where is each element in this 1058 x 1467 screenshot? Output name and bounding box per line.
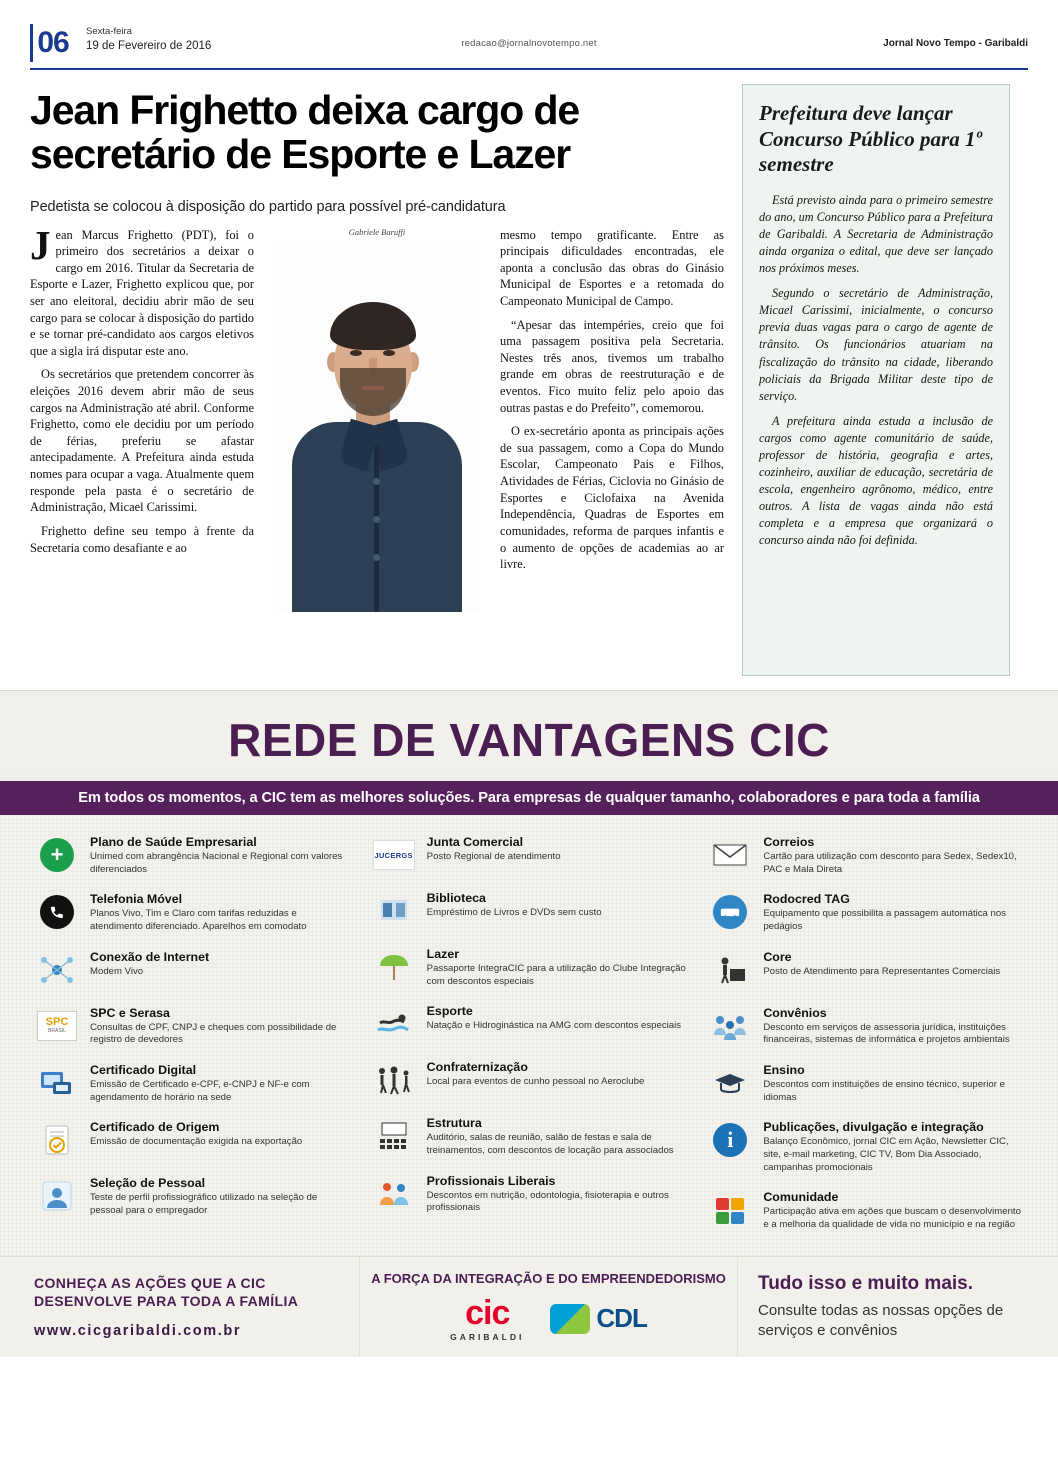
service-item: [34, 892, 351, 933]
service-desc: Cartão para utilização com desconto para Sedex, Sedex10, PAC e Mala Direta: [763, 851, 1017, 875]
masthead: [30, 24, 1028, 70]
service-item: [371, 1174, 688, 1215]
ad-column-2: [361, 835, 698, 1248]
service-name: Rodocred TAG: [763, 892, 850, 907]
logo-row: [368, 1293, 729, 1342]
service-desc: Teste de perfil profissiográfico utilizado na seleção de pessoal para o empregador: [90, 1192, 318, 1216]
spc-logo-icon: SPC BRASIL: [34, 1006, 80, 1046]
service-item: [34, 1006, 351, 1047]
weekday-label: Sexta-feira: [86, 26, 132, 37]
service-name: Core: [763, 949, 792, 964]
service-desc: Equipamento que possibilita a passagem automática nos pedágios: [763, 908, 1007, 932]
medical-cross-icon: +: [34, 835, 80, 875]
service-item: [371, 835, 688, 875]
service-item: [707, 950, 1024, 990]
service-name: Profissionais Liberais: [426, 1173, 556, 1188]
ad-footer-right: [738, 1257, 1058, 1358]
article-photo: [274, 240, 480, 612]
service-desc: Emissão de Certificado e-CPF, e-CNPJ e NF-e com agendamento de horário na sede: [90, 1078, 310, 1103]
swimmer-icon: [371, 1004, 417, 1044]
ad-footer: [0, 1256, 1058, 1358]
paragraph: Jean Marcus Frighetto (PDT), foi o primeiro dos secretários a deixar o cargo em 2016. Titular da Secretaria de Esporte e Lazer, Frighetto explicou que, por ser ano eleitoral, decidiu abrir mão de seu cargo para se colocar à disposição do partido e se tornar pré-candidato aos cargos eletivos que a sigla irá disputar este ano.: [30, 221, 254, 358]
service-name: Convênios: [763, 1005, 827, 1020]
footer-call-line-2: DESENVOLVE PARA TODA A FAMÍLIA: [34, 1292, 299, 1309]
ad-footer-middle: [360, 1257, 738, 1358]
service-name: Plano de Saúde Empresarial: [90, 835, 257, 849]
newsroom-email: redacao@jornalnovotempo.net: [461, 38, 597, 49]
service-name: Certificado de Origem: [90, 1120, 220, 1135]
service-desc: Natação e Hidroginástica na AMG com descontos especiais: [426, 1020, 682, 1032]
digital-certificate-icon: [34, 1063, 80, 1103]
service-item: [34, 1120, 351, 1160]
service-name: Conexão de Internet: [90, 949, 210, 964]
cdl-logo: [550, 1303, 646, 1334]
website-link[interactable]: www.cicgaribaldi.com.br: [34, 1322, 242, 1339]
service-item: [34, 950, 351, 990]
service-item: [371, 891, 688, 931]
page-number: 06: [37, 26, 69, 59]
service-item: [707, 1120, 1024, 1174]
service-desc: Descontos com instituições de ensino técnico, superior e idiomas: [763, 1078, 1005, 1103]
editorial-area: [30, 84, 1028, 676]
service-name: Esporte: [426, 1004, 473, 1019]
service-item: [371, 1060, 688, 1100]
service-name: SPC e Serasa: [90, 1005, 170, 1020]
sidebar-title: Prefeitura deve lançar Concurso Público para 1º semestre: [759, 101, 982, 177]
cic-advertisement: [0, 690, 1058, 1357]
user-profile-icon: [34, 1176, 80, 1216]
paragraph: A prefeitura ainda estuda a inclusão de cargos como agente comunitário de saúde, professor de história, geografia e artes, cozinheiro, auxiliar de educação, secretária de escola, engenheiro agrônomo, médico, entre outros. A lista de vagas ainda não está completa e a empresa que organizará o concurso ainda não foi definida.: [759, 413, 993, 548]
network-icon: [34, 950, 80, 990]
article-text-column-1: [30, 221, 254, 612]
ad-column-1: [24, 835, 361, 1248]
ad-footer-left: [0, 1257, 360, 1358]
auditorium-icon: [371, 1116, 417, 1156]
info-icon: i: [707, 1120, 753, 1160]
paragraph: mesmo tempo gratificante. Entre as principais dificuldades encontradas, ele aponta a conclusão das obras do Ginásio Municipal de Esportes e a retomada do Campeonato Municipal de Campo.: [500, 227, 724, 308]
family-icon: [371, 1060, 417, 1100]
service-desc: Planos Vivo, Tim e Claro com tarifas reduzidas e atendimento diferenciado. Aparelhos em comodato: [90, 908, 307, 932]
service-name: Estrutura: [426, 1116, 482, 1131]
service-name: Correios: [763, 835, 815, 849]
article-photo-block: [274, 227, 480, 612]
article-column: [30, 84, 724, 676]
page-title: Jean Frighetto deixa cargo de secretário de Esporte e Lazer: [30, 87, 580, 178]
service-desc: Consultas de CPF, CNPJ e cheques com possibilidade de registro de devedores: [90, 1021, 337, 1046]
paragraph: Os secretários que pretendem concorrer às eleições 2016 devem abrir mão de seus cargos na Administração até abril. Conforme Frighetto, como ele decidiu por um período de férias, preferiu se afastar antecipadamente. A Prefeitura ainda estuda nomes para ocupar a vaga. Atualmente quem responde pela pasta é o secretário de Administração, Micael Carissimi.: [30, 367, 254, 515]
service-desc: Participação ativa em ações que buscam o desenvolvimento e a melhoria da qualidade de vida no município e na região: [763, 1206, 1021, 1230]
service-desc: Empréstimo de Livros e DVDs sem custo: [426, 907, 602, 918]
article-subhead: Pedetista se colocou à disposição do partido para possível pré-candidatura: [30, 198, 506, 215]
service-name: Ensino: [763, 1062, 805, 1077]
sidebar-column: [742, 84, 1010, 676]
cic-logo: [450, 1293, 525, 1342]
graduation-cap-icon: [707, 1063, 753, 1103]
service-name: Telefonia Móvel: [90, 892, 183, 907]
service-name: Seleção de Pessoal: [90, 1176, 206, 1191]
service-desc: Auditório, salas de reunião, salão de festas e sala de treinamentos, com descontos de locação para associados: [426, 1132, 674, 1156]
handshake-group-icon: [707, 1006, 753, 1046]
paper-name: Jornal Novo Tempo - Garibaldi: [883, 38, 1028, 49]
service-desc: Balanço Econômico, jornal CIC em Ação, Newsletter CIC, site, e-mail marketing, CIC TV, Bom Dia Associado, campanhas promocionais: [763, 1136, 1009, 1173]
service-desc: Descontos em nutrição, odontologia, fisioterapia e outros profissionais: [426, 1189, 669, 1214]
footer-call-line-1: CONHEÇA AS AÇÕES QUE A CIC: [34, 1274, 266, 1291]
service-name: Comunidade: [763, 1190, 839, 1205]
ad-title: REDE DE VANTAGENS CIC: [228, 714, 830, 766]
service-name: Junta Comercial: [426, 835, 524, 849]
service-desc: Local para eventos de cunho pessoal no Aeroclube: [426, 1076, 645, 1088]
service-name: Certificado Digital: [90, 1062, 197, 1077]
service-desc: Unimed com abrangência Nacional e Regional com valores diferenciados: [90, 851, 343, 875]
ad-service-columns: [0, 815, 1058, 1256]
service-desc: Posto de Atendimento para Representantes Comerciais: [763, 965, 1001, 977]
paragraph: “Apesar das intempéries, creio que foi uma passagem positiva pela Secretaria. Nestes três anos, tivemos um trabalho grande em obras de reestruturação e de eventos. Fico muito feliz pelo apoio das outras pastas e do Prefeito”, comemorou.: [500, 317, 724, 415]
sidebar-box: [742, 84, 1010, 676]
service-name: Publicações, divulgação e integração: [763, 1120, 984, 1135]
service-item: [34, 1176, 351, 1217]
service-item: [707, 1190, 1024, 1231]
service-desc: Posto Regional de atendimento: [426, 851, 561, 862]
service-item: [34, 1063, 351, 1104]
service-name: Lazer: [426, 947, 460, 961]
service-desc: Modem Vivo: [90, 965, 144, 977]
ad-ribbon: Em todos os momentos, a CIC tem as melhores soluções. Para empresas de qualquer tamanho, colaboradores e para toda a família: [0, 781, 1058, 815]
footer-slogan: A FORÇA DA INTEGRAÇÃO E DO EMPREENDEDORISMO: [371, 1270, 726, 1286]
service-item: [707, 835, 1024, 876]
cdl-logo-text: CDL: [596, 1303, 647, 1334]
service-name: Confraternização: [426, 1060, 528, 1075]
service-item: [371, 947, 688, 988]
jucergs-logo-icon: JUCERGS: [371, 835, 417, 875]
service-item: [707, 1063, 1024, 1104]
book-icon: [371, 891, 417, 931]
photo-credit: Gabriele Baruffi: [348, 226, 406, 237]
beach-umbrella-icon: [371, 947, 417, 987]
article-body: [30, 221, 724, 612]
service-desc: Desconto em serviços de assessoria jurídica, instituições financeiras, sistemas de informática e projetos ambientais: [763, 1021, 1010, 1046]
paragraph: Está previsto ainda para o primeiro semestre do ano, um Concurso Público para a Prefeitura de Garibaldi. A Secretaria de Administração ainda organiza o edital, que deve ser lançado nos próximos meses.: [759, 192, 993, 276]
service-item: [707, 1006, 1024, 1047]
footer-highlight: Tudo isso e muito mais.: [758, 1272, 974, 1294]
service-item: [371, 1004, 688, 1044]
paragraph: O ex-secretário aponta as principais ações de sua passagem, como a Copa do Mundo Escolar, Campeonato Pais e Filhos, Atividades de Férias, Ciclovia no Ginásio de Esportes e Ciclofaixa na Avenida Independência, Quadras de Esportes em comunidades, reforma de parques infantis e o aumento de opções de academias ao ar livre.: [500, 424, 724, 572]
ad-header: [0, 691, 1058, 767]
service-name: Biblioteca: [426, 891, 486, 905]
paragraph: Frighetto define seu tempo à frente da Secretaria como desafiante e ao: [30, 523, 254, 555]
professionals-icon: [371, 1174, 417, 1214]
telephone-icon: [34, 892, 80, 932]
service-desc: Passaporte IntegraCIC para a utilização do Clube Integração com descontos especiais: [426, 963, 686, 987]
toll-tag-icon: [707, 892, 753, 932]
newspaper-page: [0, 24, 1058, 1467]
paragraph: Segundo o secretário de Administração, Micael Carissimi, inicialmente, o concurso previa duas vagas para o cargo de agente de trânsito. Os funcionários atuariam na fiscalização do trânsito na cidade, liberando policiais da Brigada Militar deste tipo de serviço.: [759, 286, 993, 403]
service-desc: Emissão de documentação exigida na exportação: [90, 1136, 303, 1148]
footer-instruction: Consulte todas as nossas opções de serviços e convênios: [758, 1301, 1004, 1339]
stamp-document-icon: [34, 1120, 80, 1160]
article-text-column-2: [500, 227, 724, 612]
cdl-swoosh-icon: [550, 1304, 590, 1334]
ad-column-3: [697, 835, 1034, 1248]
cic-logo-mark: cic: [465, 1293, 510, 1332]
presenter-icon: [707, 950, 753, 990]
envelope-icon: [707, 835, 753, 875]
cic-logo-sub: GARIBALDI: [450, 1331, 525, 1342]
service-item: [707, 892, 1024, 933]
sidebar-body: [759, 192, 993, 550]
service-item: [371, 1116, 688, 1157]
puzzle-icon: [707, 1190, 753, 1230]
date-label: 19 de Fevereiro de 2016: [86, 39, 212, 52]
service-item: [34, 835, 351, 876]
